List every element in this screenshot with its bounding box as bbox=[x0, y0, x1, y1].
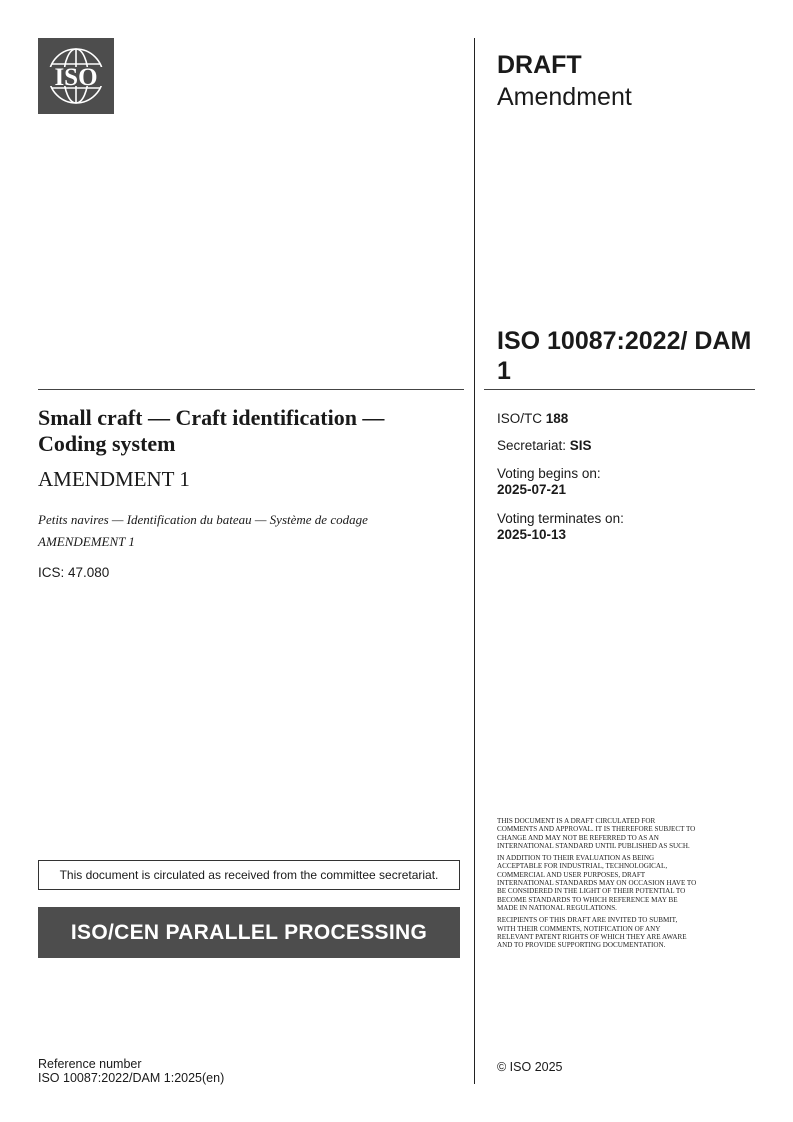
secretariat-value: SIS bbox=[569, 438, 592, 453]
french-title bbox=[38, 509, 458, 553]
voting-terminates-date: 2025-10-13 bbox=[497, 527, 567, 542]
horizontal-divider-left bbox=[38, 389, 464, 390]
ics-code: ICS: 47.080 bbox=[38, 565, 110, 580]
technical-committee bbox=[497, 411, 568, 427]
voting-begins bbox=[497, 466, 601, 498]
secretariat-label: Secretariat: bbox=[497, 438, 570, 453]
secretariat bbox=[497, 438, 592, 454]
voting-begins-label: Voting begins on: bbox=[497, 466, 601, 481]
standard-number: ISO 10087:2022/ DAM 1 bbox=[497, 327, 752, 385]
voting-terminates bbox=[497, 511, 624, 543]
amendment-subtitle: AMENDMENT 1 bbox=[38, 467, 190, 491]
french-title-amendment: AMENDEMENT 1 bbox=[38, 534, 135, 549]
document-type: Amendment bbox=[497, 83, 632, 111]
parallel-processing-banner: ISO/CEN PARALLEL PROCESSING bbox=[38, 907, 460, 958]
reference-number-value: ISO 10087:2022/DAM 1:2025(en) bbox=[38, 1071, 225, 1085]
draft-label: DRAFT bbox=[497, 51, 582, 79]
iso-logo bbox=[38, 38, 114, 114]
globe-icon bbox=[38, 38, 114, 114]
svg-text:ISO: ISO bbox=[54, 64, 98, 91]
circulation-notice: This document is circulated as received from the committee secretariat. bbox=[38, 860, 460, 890]
draft-disclaimer bbox=[497, 817, 697, 953]
document-title: Small craft — Craft identification — Coding system bbox=[38, 405, 385, 456]
disclaimer-paragraph: IN ADDITION TO THEIR EVALUATION AS BEING ACCEPTABLE FOR INDUSTRIAL, TECHNOLOGICAL, COMMERCIAL AND USER PURPOSES, DRAFT INTERNATIONAL STANDARDS MAY ON OCCASION HAVE TO BE CONSIDERED IN THE LIGHT OF THEIR POTENTIAL TO BECOME STANDARDS TO WHICH REFERENCE MAY BE MADE IN NATIONAL REGULATIONS. bbox=[497, 854, 697, 912]
tc-value: 188 bbox=[545, 411, 569, 426]
tc-label: ISO/TC bbox=[497, 411, 546, 426]
copyright-notice: © ISO 2025 bbox=[497, 1060, 563, 1074]
vertical-divider bbox=[474, 38, 475, 1084]
disclaimer-paragraph: RECIPIENTS OF THIS DRAFT ARE INVITED TO SUBMIT, WITH THEIR COMMENTS, NOTIFICATION OF ANY RELEVANT PATENT RIGHTS OF WHICH THEY ARE AWARE AND TO PROVIDE SUPPORTING DOCUMENTATION. bbox=[497, 916, 687, 950]
voting-begins-date: 2025-07-21 bbox=[497, 482, 567, 497]
reference-number-label: Reference number bbox=[38, 1057, 142, 1071]
disclaimer-paragraph: THIS DOCUMENT IS A DRAFT CIRCULATED FOR COMMENTS AND APPROVAL. IT IS THEREFORE SUBJECT TO CHANGE AND MAY NOT BE REFERRED TO AS AN INTERNATIONAL STANDARD UNTIL PUBLISHED AS SUCH. bbox=[497, 817, 696, 850]
voting-terminates-label: Voting terminates on: bbox=[497, 511, 624, 526]
horizontal-divider-right bbox=[484, 389, 755, 390]
french-title-main: Petits navires — Identification du bateau — Système de codage bbox=[38, 512, 368, 527]
